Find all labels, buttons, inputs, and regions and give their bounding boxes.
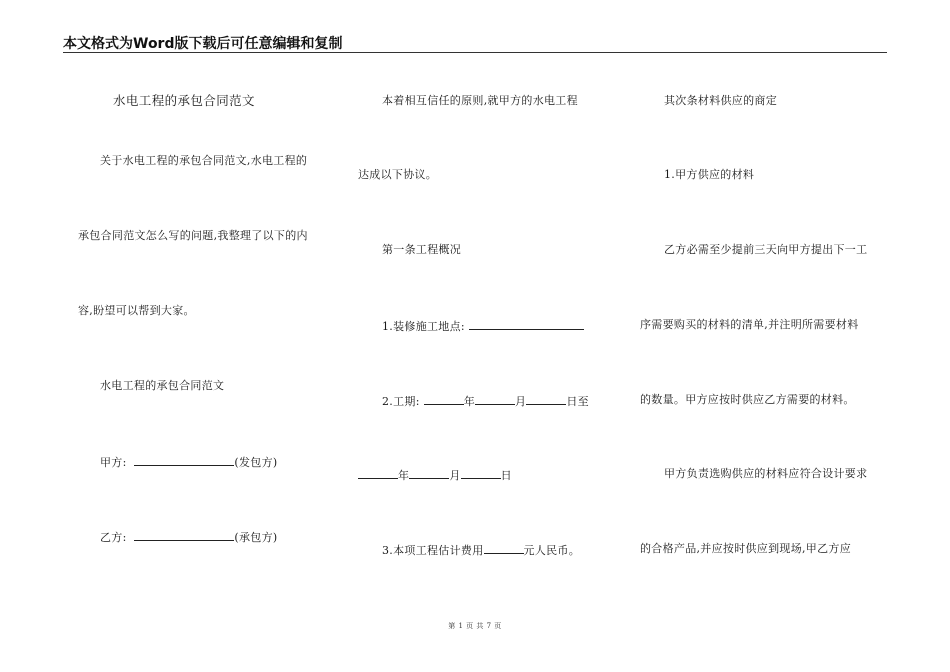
end-day-blank (461, 467, 501, 479)
paragraph-line: 本着相互信任的原则,就甲方的水电工程 (382, 94, 578, 107)
start-day-blank (526, 393, 566, 405)
paragraph-line: 达成以下协议。 (358, 168, 438, 181)
paragraph-line: 甲方负责选购供应的材料应符合设计要求 (664, 467, 868, 480)
party-a-blank (134, 454, 234, 466)
article-2-heading: 其次条材料供应的商定 (664, 94, 777, 107)
year-unit: 年 (398, 469, 410, 482)
paragraph-line: 的数量。甲方应按时供应乙方需要的材料。 (640, 393, 855, 406)
paragraph-line: 的合格产品,并应按时供应到现场,甲乙方应 (640, 542, 851, 555)
party-a-role: (发包方) (234, 456, 278, 469)
cost-prefix: 3.本项工程估计费用 (382, 544, 484, 557)
subheading: 水电工程的承包合同范文 (100, 379, 225, 392)
party-b-label: 乙方: (100, 531, 127, 544)
site-label: 1.装修施工地点: (382, 320, 465, 333)
cost-line (382, 542, 580, 558)
page-number: 第 1 页 共 7 页 (448, 622, 502, 630)
year-unit: 年 (463, 395, 476, 408)
start-month-blank (475, 393, 515, 405)
item-1-heading: 1.甲方供应的材料 (664, 168, 755, 181)
period-end-line (358, 467, 512, 483)
paragraph-line: 乙方必需至少提前三天向甲方提出下一工 (664, 243, 868, 256)
party-a-line (100, 454, 278, 470)
party-b-line (100, 529, 278, 545)
article-1-heading: 第一条工程概况 (382, 243, 462, 256)
paragraph-line: 序需要购买的材料的清单,并注明所需要材料 (640, 318, 859, 331)
month-unit: 月 (515, 395, 527, 408)
cost-suffix: 元人民币。 (523, 544, 580, 557)
day-unit: 日 (500, 469, 512, 482)
end-month-blank (409, 467, 449, 479)
party-b-role: (承包方) (234, 531, 278, 544)
document-banner: 本文格式为Word版下载后可任意编辑和复制 (63, 36, 343, 52)
day-to-unit: 日至 (566, 395, 589, 408)
party-a-label: 甲方: (100, 456, 127, 469)
site-blank (469, 318, 584, 330)
paragraph-line: 承包合同范文怎么写的问题,我整理了以下的内 (78, 229, 308, 242)
month-unit: 月 (449, 469, 461, 482)
period-label: 2.工期: (382, 395, 420, 408)
party-b-blank (134, 529, 234, 541)
period-line (382, 393, 589, 409)
paragraph-line: 关于水电工程的承包合同范文,水电工程的 (100, 154, 308, 167)
start-year-blank (424, 393, 464, 405)
end-year-blank (358, 467, 398, 479)
paragraph-line: 容,盼望可以帮到大家。 (78, 304, 195, 317)
header-divider (63, 52, 887, 53)
document-title: 水电工程的承包合同范文 (113, 93, 255, 108)
cost-blank (484, 542, 524, 554)
site-line (382, 318, 584, 334)
